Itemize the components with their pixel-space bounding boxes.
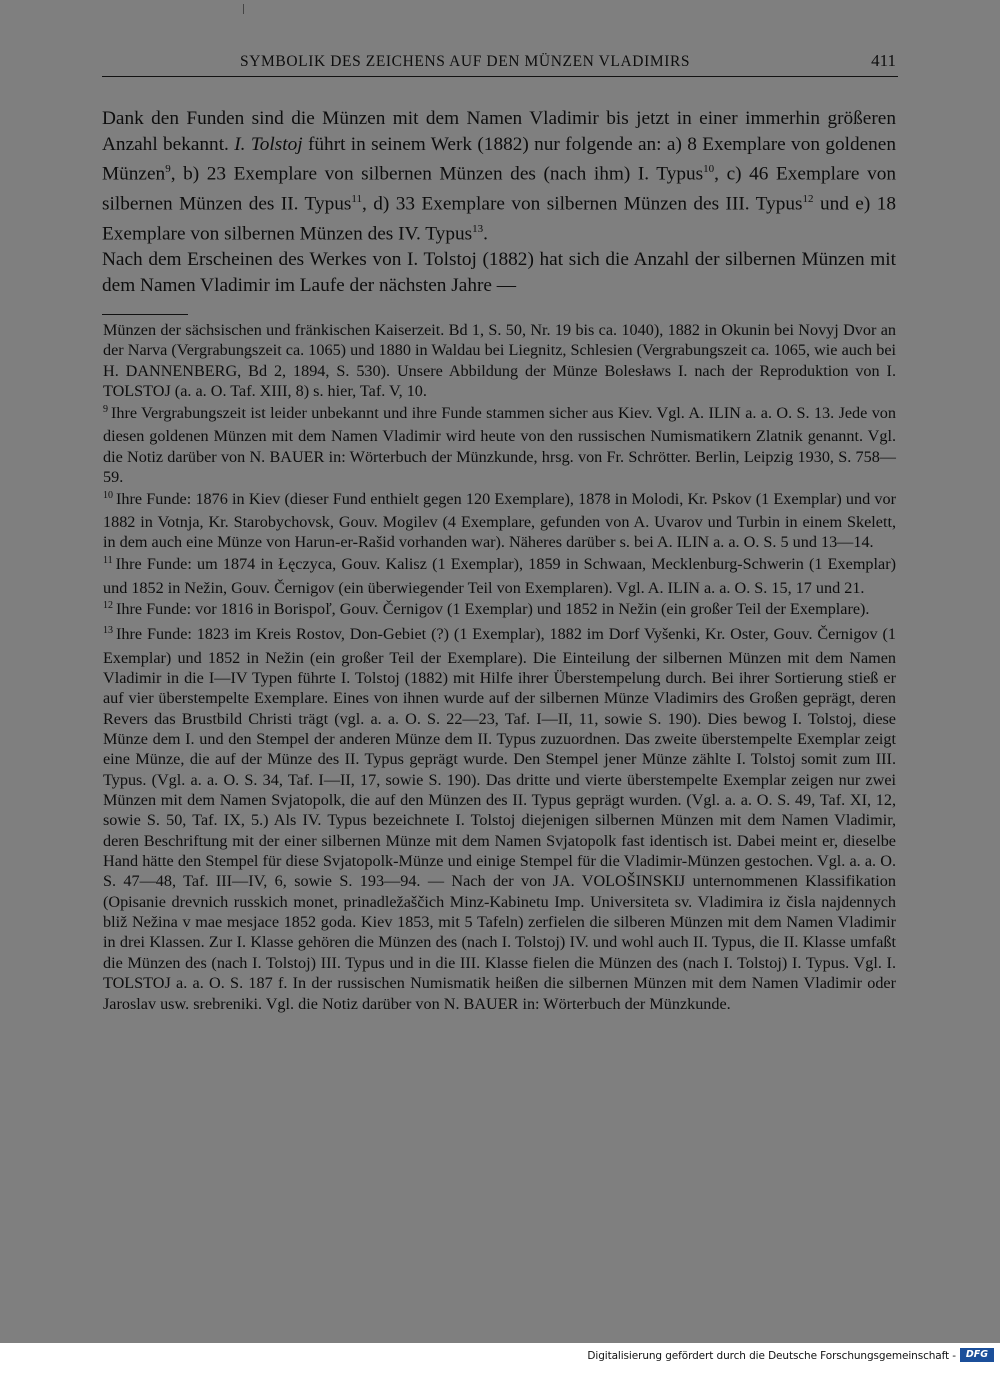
main-text — [102, 106, 896, 298]
scan-artifact-mark — [243, 4, 244, 14]
footnote-11 — [103, 554, 896, 598]
paragraph-1-text-e: , d) 33 Exemplare von silbernen Münzen des III. Typus — [362, 193, 803, 215]
footnote-ref-9: 9 — [165, 163, 171, 176]
paragraph-2: Nach dem Erscheinen des Werkes von I. Tolstoj (1882) hat sich die Anzahl der silbernen Münzen mit dem Namen Vladimir im Laufe der nächsten Jahre — — [102, 249, 896, 296]
page-number: 411 — [871, 51, 896, 70]
footnote-text: Ihre Funde: um 1874 in Łęczyca, Gouv. Kalisz (1 Exemplar), 1859 in Schwaan, Mecklenburg-Schwerin (1 Exemplar) und 1852 in Nežin, Gouv. Černigov (ein überwiegender Teil von Exemplaren). Vgl. A. ILIN a. a. O. S. 15, 17 und 21. — [103, 555, 896, 597]
footnote-ref-11: 11 — [351, 193, 363, 206]
footnote-separator — [102, 314, 188, 315]
digitization-footer — [0, 1343, 1000, 1374]
footnote-text: Ihre Funde: 1876 in Kiev (dieser Fund enthielt gegen 120 Exemplare), 1878 in Molodi, Kr. Pskov (1 Exemplar) und vor 1882 in Votnja, Kr. Starobychovsk, Gouv. Mogilev (4 Exemplare, gefunden von A. Uvarov und Turbin in einem Skelett, in dem auch eine Münze von Harun-er-Rašid vorhanden war). Näheres darüber s. bei A. ILIN a. a. O. S. 5 und 13—14. — [103, 489, 896, 552]
paragraph-1-text-a: Dank den Funden sind die Münzen mit dem Namen Vladimir bis jetzt in einer immerhin größeren Anzahl bekannt. — [102, 108, 896, 155]
footnote-number: 13 — [103, 625, 113, 637]
running-head — [102, 48, 898, 77]
author-name: I. Tolstoj — [234, 133, 303, 155]
footnote-number: 9 — [103, 403, 108, 415]
paragraph-1-text-b: führt in seinem Werk (1882) nur folgende an: a) 8 Exemplare von goldenen Münzen — [102, 133, 896, 185]
footnote-10 — [103, 489, 896, 553]
paragraph-1-text-f: und e) 18 Exemplare von silbernen Münzen des IV. Typus — [102, 193, 896, 245]
footnotes — [103, 320, 896, 1015]
footnote-ref-13: 13 — [472, 223, 484, 236]
footnote-13 — [103, 624, 896, 1014]
footnote-continuation: Münzen der sächsischen und fränkischen Kaiserzeit. Bd 1, S. 50, Nr. 19 bis ca. 1040), 1882 in Okunin bei Novyj Dvor an der Narva (Vergrabungszeit ca. 1065) und 1880 in Waldau bei Liegnitz, Schlesien (Vergrabungszeit ca. 1065, wie auch bei H. DANNENBERG, Bd 2, 1894, S. 530). Unsere Abbildung der Münze Bolesławs I. nach der Reproduktion von I. TOLSTOJ (a. a. O. Taf. XIII, 8) s. hier, Taf. V, 10. — [103, 321, 896, 401]
footnote-9 — [103, 403, 896, 487]
dfg-logo-icon: DFG — [960, 1348, 994, 1362]
footnote-text: Ihre Funde: vor 1816 in Borispoľ, Gouv. Černigov (1 Exemplar) und 1852 in Nežin (ein großer Teil der Exemplare). — [116, 600, 870, 619]
paragraph-1-text-g: . — [483, 223, 488, 245]
funding-credit: Digitalisierung gefördert durch die Deutsche Forschungsgemeinschaft - — [587, 1350, 956, 1362]
footnote-text: Ihre Vergrabungszeit ist leider unbekannt und ihre Funde stammen sicher aus Kiev. Vgl. A. ILIN a. a. O. S. 13. Jede von diesen goldenen Münzen mit dem Namen Vladimir wird heute von den russischen Numismatikern Zlatnik genannt. Vgl. die Notiz darüber von N. BAUER in: Wörterbuch der Münzkunde, hrsg. von Fr. Schrötter. Berlin, Leipzig 1930, S. 758—59. — [103, 403, 896, 486]
footnote-number: 10 — [103, 489, 113, 501]
footnote-ref-12: 12 — [802, 193, 814, 206]
running-title: SYMBOLIK DES ZEICHENS AUF DEN MÜNZEN VLADIMIRS — [240, 53, 691, 70]
paragraph-1 — [102, 106, 896, 247]
footnote-number: 11 — [103, 555, 113, 567]
footnote-number: 12 — [103, 600, 113, 612]
footnote-text: Ihre Funde: 1823 im Kreis Rostov, Don-Gebiet (?) (1 Exemplar), 1882 im Dorf Vyšenki, Kr. Oster, Gouv. Černigov (1 Exemplar) und 1852 in Nežin (ein großer Teil der Exemplare). Die Einteilung der silbernen Münzen mit dem Namen Vladimir in die I—IV Typen führte I. Tolstoj (1882) mit Hilfe ihrer Überstempelung durch. Bei ihrer Sortierung stieß er auf vier überstempelte Exemplare. Eines von ihnen wurde auf der silbernen Münze Vladimirs des Großen geprägt, deren Revers das Brustbild Christi trägt (vgl. a. a. O. S. 22—23, Taf. I—II, 11, sowie S. 190). Dies bewog I. Tolstoj, diese Münze dem I. und den Stempel der anderen Münze dem II. Typus zuzuordnen. Das zweite überstempelte Exemplar zeigt eine Münze, die auf der Münze des II. Typus geprägt wurde. Den Stempel jener Münze zählte I. Tolstoj somit zum III. Typus. (Vgl. a. a. O. S. 34, Taf. I—II, 17, sowie S. 190). Das dritte und vierte überstempelte Exemplar zeigen nur zwei Münzen mit dem Namen Svjatopolk, die auf den Münzen des II. Typus geprägt wurden. (Vgl. a. a. O. S. 49, Taf. XI, 12, sowie S. 50, Taf. IX, 5.) Als IV. Typus bezeichnete I. Tolstoj diejenigen silbernen Münzen mit dem Namen Vladimir, deren Beschriftung mit der einer silbernen Münze mit dem Namen Svjatopolk fast identisch ist. Dabei meint er, dieselbe Hand hätte den Stempel für diese Svjatopolk-Münze und einige Stempel für die Vladimir-Münzen gestochen. Vgl. a. a. O. S. 47—48, Taf. III—IV, 6, sowie S. 193—94. — Nach der von JA. VOLOŠINSKIJ unternommenen Klassifikation (Opisanie drevnich russkich monet, prinadležaščich Minz-Kabinetu Imp. Universiteta sv. Vladimira iz čisla najdennych bliž Nežina v mae mesjace 1852 goda. Kiev 1853, mit 5 Tafeln) zerfielen die silberen Münzen mit dem Namen Vladimir in drei Klassen. Zur I. Klasse gehören die Münzen des (nach I. Tolstoj) IV. und wohl auch II. Typus, die II. Klasse umfaßt die Münzen des (nach I. Tolstoj) III. Typus und in die III. Klasse fielen die Münzen des (nach I. Tolstoj) I. Typus. Vgl. I. TOLSTOJ a. a. O. S. 187 f. In der russischen Numismatik heißen die silbernen Münzen mit dem Namen Vladimir oder Jaroslav usw. srebreniki. Vgl. die Notiz darüber von N. BAUER in: Wörterbuch der Münzkunde. — [103, 625, 896, 1013]
paragraph-1-text-c: , b) 23 Exemplare von silbernen Münzen des (nach ihm) I. Typus — [170, 163, 704, 185]
footnote-ref-10: 10 — [703, 163, 715, 176]
footnote-12 — [103, 599, 896, 622]
paragraph-1-text-d: , c) 46 Exemplare von silbernen Münzen des II. Typus — [102, 163, 896, 215]
